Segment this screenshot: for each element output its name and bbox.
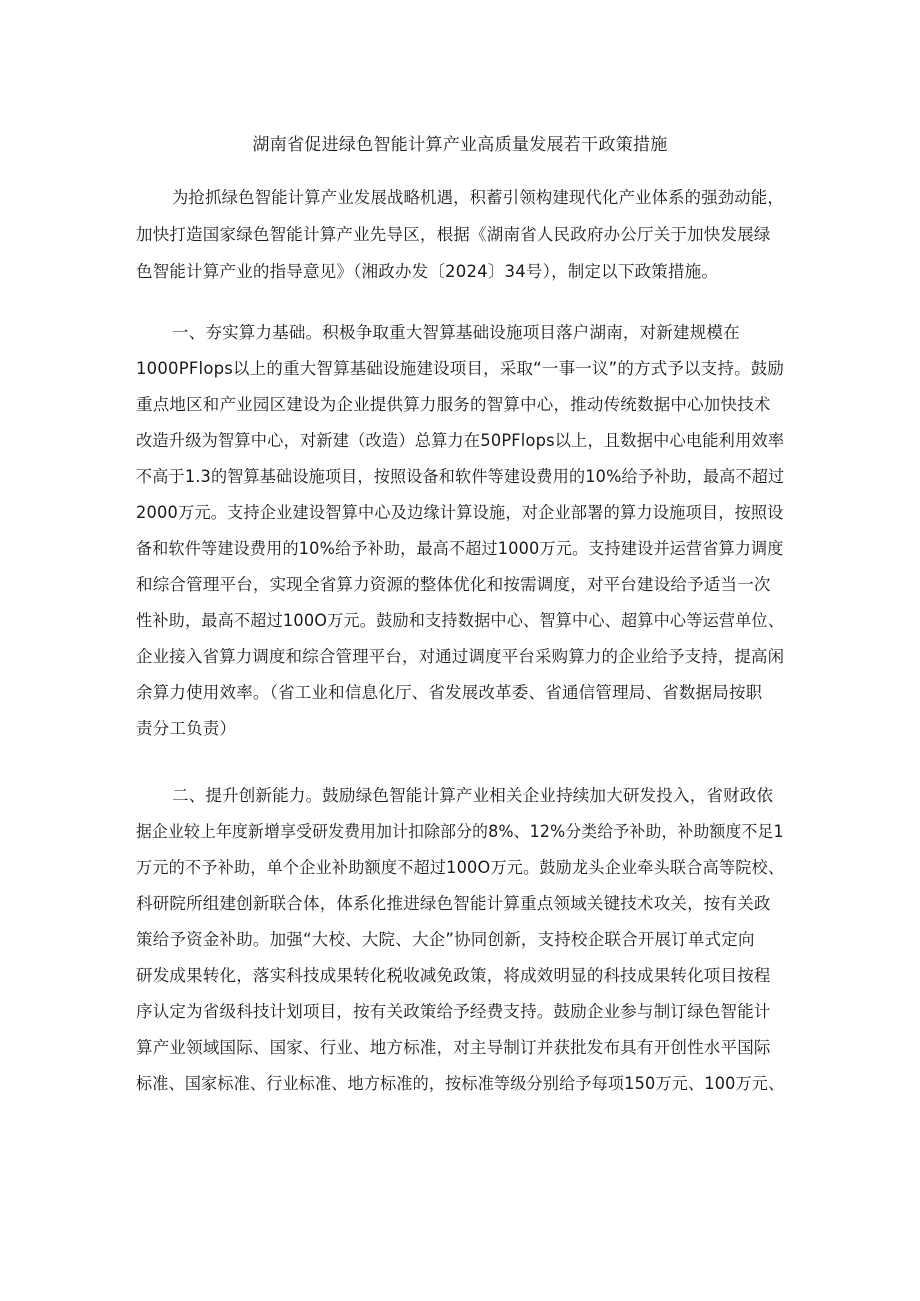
section1-line-2: 1000PFlops以上的重大智算基础设施建设项目，采取“一事一议”的方式予以支持。鼓励 — [136, 359, 785, 378]
section1-line-10: 企业接入省算力调度和综合管理平台，对通过调度平台采购算力的企业给予支持，提高闲 — [136, 647, 785, 666]
section2-line-8: 算产业领域国际、国家、行业、地方标准，对主导制订并获批发布具有开创性水平国际 — [136, 1038, 771, 1057]
section2-line-7: 序认定为省级科技计划项目，按有关政策给予经费支持。鼓励企业参与制订绿色智能计 — [136, 1002, 771, 1021]
section1-line-8: 和综合管理平台，实现全省算力资源的整体优化和按需调度，对平台建设给予适当一次 — [136, 575, 771, 594]
section1-line-12: 责分工负责） — [136, 719, 237, 738]
section2-line-2: 据企业较上年度新增享受研发费用加计扣除部分的8%、12%分类给予补助，补助额度不足1 — [136, 822, 784, 841]
section1-line-3: 重点地区和产业园区建设为企业提供算力服务的智算中心，推动传统数据中心加快技术 — [136, 395, 771, 414]
section2-line-6: 研发成果转化，落实科技成果转化税收减免政策，将成效明显的科技成果转化项目按程 — [136, 966, 771, 985]
section2-line-5: 策给予资金补助。加强“大校、大院、大企”协同创新，支持校企联合开展订单式定向 — [136, 930, 755, 949]
section1-line-6: 2000万元。支持企业建设智算中心及边缘计算设施，对企业部署的算力设施项目，按照设 — [136, 503, 784, 522]
section1-line-11: 余算力使用效率。（省工业和信息化厅、省发展改革委、省通信管理局、省数据局按职 — [136, 683, 763, 702]
section1-line-1: 一、夯实算力基础。积极争取重大智算基础设施项目落户湖南，对新建规模在 — [172, 323, 740, 342]
section1-line-4: 改造升级为智算中心，对新建（改造）总算力在50PFlops以上，且数据中心电能利用效率 — [136, 431, 785, 450]
section1-line-5: 不高于1.3的智算基础设施项目，按照设备和软件等建设费用的10%给予补助，最高不超过 — [136, 467, 785, 486]
section2-line-4: 科研院所组建创新联合体，体系化推进绿色智能计算重点领域关键技术攻关，按有关政 — [136, 894, 771, 913]
section2-line-1: 二、提升创新能力。鼓励绿色智能计算产业相关企业持续加大研发投入，省财政依 — [172, 786, 774, 805]
intro-line-3: 色智能计算产业的指导意见》（湘政办发〔2024〕34号），制定以下政策措施。 — [136, 262, 719, 281]
section2-line-9: 标准、国家标准、行业标准、地方标准的，按标准等级分别给予每项150万元、100万元、 — [136, 1074, 785, 1093]
document-title: 湖南省促进绿色智能计算产业高质量发展若干政策措施 — [252, 135, 668, 155]
intro-line-2: 加快打造国家绿色智能计算产业先导区，根据《湖南省人民政府办公厅关于加快发展绿 — [136, 225, 771, 244]
section1-line-7: 备和软件等建设费用的10%给予补助，最高不超过1000万元。支持建设并运营省算力调度 — [136, 539, 784, 558]
intro-line-1: 为抢抓绿色智能计算产业发展战略机遇，积蓄引领构建现代化产业体系的强劲动能， — [172, 188, 784, 207]
section2-line-3: 万元的不予补助，单个企业补助额度不超过100O万元。鼓励龙头企业牵头联合高等院校、 — [136, 858, 785, 877]
section1-line-9: 性补助，最高不超过100O万元。鼓励和支持数据中心、智算中心、超算中心等运营单位、 — [136, 611, 785, 630]
